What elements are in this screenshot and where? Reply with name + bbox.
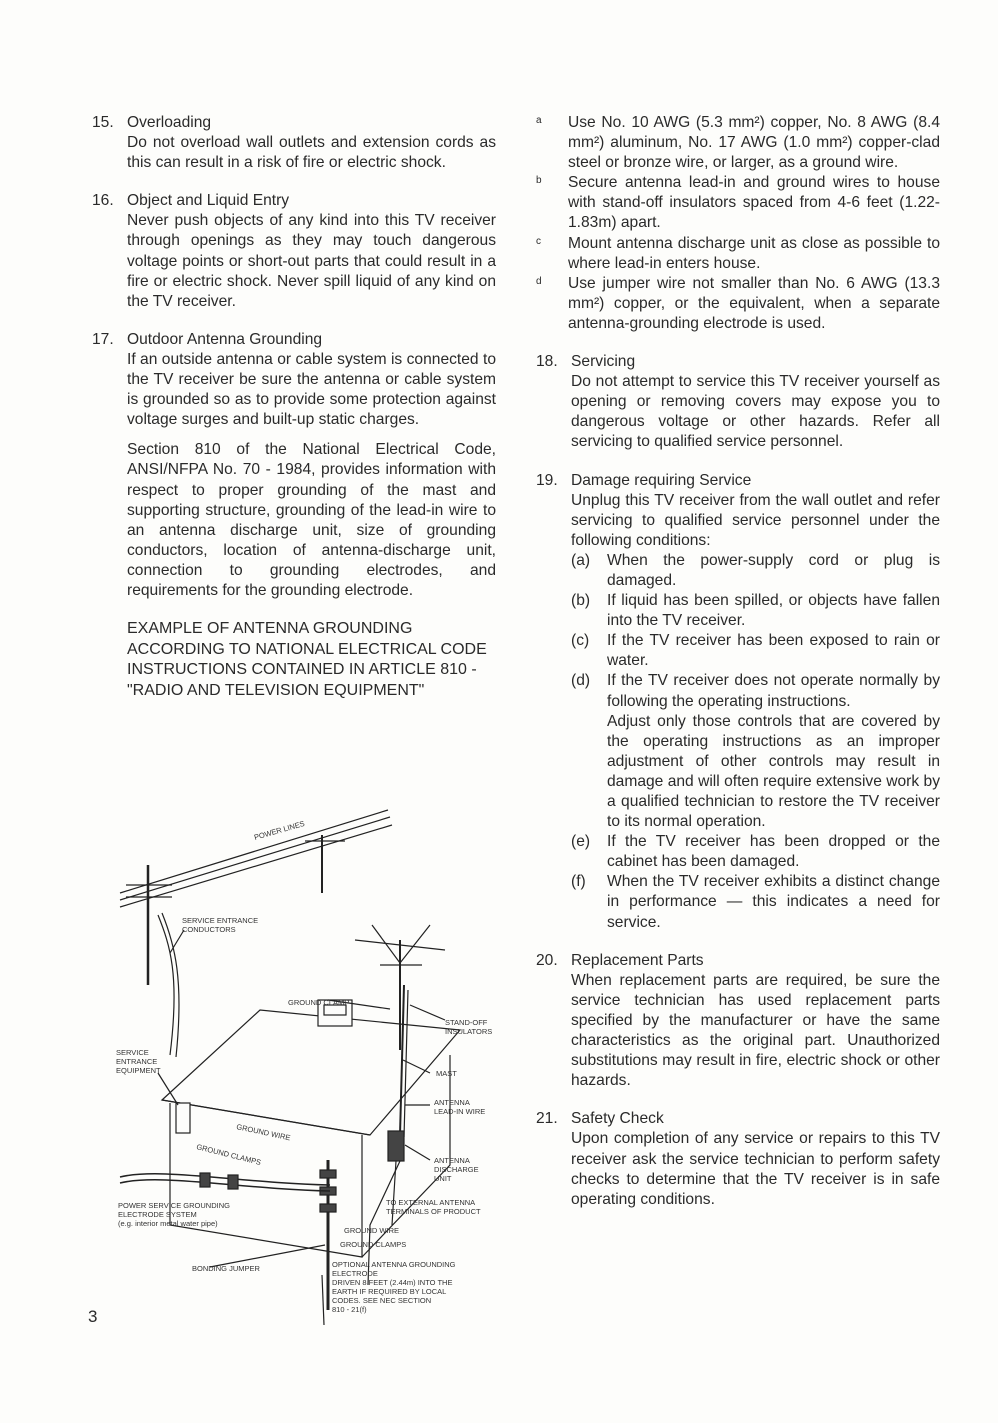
power-line [120,817,390,900]
label-ground-clamps-2: GROUND CLAMPS [340,1240,407,1249]
section-body: Do not attempt to service this TV receiver yourself as opening or removing covers may expose you to dangerous voltage or other hazards. Refer all servicing to qualified service personnel. [571,373,940,451]
section-title: Object and Liquid Entry [127,192,290,210]
label-discharge: DISCHARGE [434,1165,479,1174]
note-mark: c [536,235,541,247]
discharge-unit [388,1131,404,1161]
section-paragraph: If an outside antenna or cable system is connected to the TV receiver be sure the antenna or cable system is grounded so as to provide some protection against voltage surges and built-up static charges. [127,350,496,429]
label-bonding-jumper: BONDING JUMPER [192,1264,260,1273]
label-power-service: POWER SERVICE GROUNDING [118,1201,230,1210]
section-body: Never push objects of any kind into this TV receiver through openings as they may touch dangerous voltage points or short-out parts that could result in a fire or electric shock. Never spill liquid of any kind on the TV receiver. [127,212,496,310]
label-service-entrance: CONDUCTORS [182,925,236,934]
label-ground-clamps: GROUND CLAMPS [195,1142,262,1167]
label-mast: MAST [436,1069,457,1078]
condition-extra: Adjust only those controls that are covered by the operating instructions as an improper adjustment of other controls may result in damage and will often require extensive work by a qualified technician to restore the TV receiver to its normal operation. [607,712,940,831]
label-lead-in: ANTENNA [434,1098,470,1107]
label-discharge: ANTENNA [434,1156,470,1165]
section-number: 17. [92,330,114,348]
condition-a [571,551,940,591]
section-number: 15. [92,114,114,131]
condition-text: If the TV receiver has been dropped or the cabinet has been damaged. [607,833,940,871]
section-intro: Unplug this TV receiver from the wall outlet and refer servicing to qualified service personnel under the following conditions: [571,491,940,549]
label-stand-off: STAND-OFF [445,1018,488,1027]
section-body: Upon completion of any service or repairs to this TV receiver ask the service technician to perform safety checks to determine that the TV receiver is in safe operating conditions. [571,1130,940,1208]
condition-text: If liquid has been spilled, or objects have fallen into the TV receiver. [607,592,940,630]
label-to-external: TO EXTERNAL ANTENNA [386,1198,476,1207]
section-body: Do not overload wall outlets and extension cords as this can result in a risk of fire or electric shock. [127,134,496,172]
condition-d [571,671,940,832]
section-body: When replacement parts are required, be sure the service technician has used replacement parts specified by the manufacturer or have the same characteristics as the original part. Unauthorized substitutions may result in fire, electric shock or other hazards. [571,971,940,1090]
label-optional-electrode: ELECTRODE [332,1269,378,1278]
condition-f [571,872,940,932]
section-title: Servicing [571,353,636,371]
note-c [536,234,940,274]
condition-b [571,591,940,631]
label-ground-wire: GROUND WIRE [235,1122,292,1143]
label-optional-electrode: OPTIONAL ANTENNA GROUNDING [332,1260,456,1269]
condition-mark: (a) [571,551,591,569]
label-optional-electrode: EARTH IF REQUIRED BY LOCAL [332,1287,447,1296]
condition-text: If the TV receiver has been exposed to rain or water. [607,632,940,670]
section-paragraph: Section 810 of the National Electrical Code, ANSI/NFPA No. 70 - 1984, provides information with respect to proper grounding of the mast and supporting structure, grounding of the lead-in wire to an antenna discharge unit, size of grounding conductors, location of antenna-discharge unit, connection to grounding electrodes, and requirements for the grounding electrode. [127,441,496,599]
note-mark: d [536,275,542,287]
note-b [536,173,940,233]
label-optional-electrode: DRIVEN 8 FEET (2.44m) INTO THE [332,1278,453,1287]
label-optional-electrode: 810 - 21(f) [332,1305,367,1314]
section-16 [92,191,496,312]
note-text: Secure antenna lead-in and ground wires to house with stand-off insulators spaced from 4-6 feet (1.22-1.83m) apart. [568,174,940,232]
ground-clamp [228,1175,238,1189]
ground-clamp [320,1204,336,1212]
section-title: Damage requiring Service [571,471,752,489]
note-d [536,274,940,334]
label-ground-wire-2: GROUND WIRE [344,1226,399,1235]
antenna-grounding-diagram [100,805,520,1325]
service-box [176,1103,190,1133]
leader-line [405,1145,430,1160]
ground-wire-notes [536,113,940,334]
condition-text: When the power-supply cord or plug is damaged. [607,551,940,589]
label-to-external: TERMINALS OF PRODUCT [386,1207,481,1216]
label-service-equipment: ENTRANCE [116,1057,158,1066]
condition-e [571,832,940,872]
label-power-lines: POWER LINES [253,818,306,842]
section-number: 21. [536,1110,558,1128]
note-mark: b [536,175,542,187]
figure-caption: EXAMPLE OF ANTENNA GROUNDING ACCORDING TO NATIONAL ELECTRICAL CODE INSTRUCTIONS CONTAINED IN ARTICLE 810 - "RADIO AND TELEVISION EQUIPMENT" [127,620,487,699]
section-number: 16. [92,192,114,210]
label-discharge: UNIT [434,1174,452,1183]
label-service-entrance: SERVICE ENTRANCE [182,916,259,925]
leader-line [322,1275,324,1325]
section-17 [92,330,496,601]
section-title: Overloading [127,114,212,131]
condition-mark: (b) [571,592,591,610]
ground-clamp [320,1170,336,1178]
condition-mark: (d) [571,672,591,690]
section-number: 19. [536,471,558,489]
condition-mark: (c) [571,632,590,650]
section-19 [536,471,940,933]
condition-text: If the TV receiver does not operate normally by following the operating instructions. [607,672,940,710]
section-20 [536,951,940,1092]
label-optional-electrode: CODES. SEE NEC SECTION [332,1296,432,1305]
leader-line [410,1005,445,1020]
section-title: Safety Check [571,1110,664,1128]
section-number: 20. [536,951,558,969]
section-15 [92,113,496,173]
label-service-equipment: SERVICE [116,1048,149,1057]
note-text: Use No. 10 AWG (5.3 mm²) copper, No. 8 AWG (8.4 mm²) aluminum, No. 17 AWG (1.0 mm²) copper-clad steel or bronze wire, or larger, as a ground wire. [568,114,940,172]
left-column [92,113,496,701]
section-21 [536,1109,940,1209]
label-power-service: ELECTRODE SYSTEM [118,1210,197,1219]
right-column [536,113,940,1228]
label-service-equipment: EQUIPMENT [116,1066,161,1075]
page-number: 3 [88,1307,98,1326]
label-ground-clamp: GROUND CLAMP [288,998,350,1007]
roof [162,1010,460,1135]
label-stand-off: INSULATORS [445,1027,493,1036]
note-a [536,113,940,173]
condition-c [571,631,940,671]
service-drop [158,915,174,1055]
ground-clamp [200,1173,210,1187]
note-mark: a [536,115,542,126]
section-title: Outdoor Antenna Grounding [127,330,323,348]
section-18 [536,352,940,452]
label-lead-in: LEAD-IN WIRE [434,1107,486,1116]
water-pipe [120,1180,330,1191]
note-text: Mount antenna discharge unit as close as possible to where lead-in enters house. [568,234,940,272]
power-line [120,810,388,893]
condition-mark: (f) [571,873,586,891]
section-title: Replacement Parts [571,951,704,969]
note-text: Use jumper wire not smaller than No. 6 AWG (13.3 mm²) copper, or the equivalent, when a separate antenna-grounding electrode is used. [568,274,940,332]
condition-mark: (e) [571,833,591,851]
condition-text: When the TV receiver exhibits a distinct change in performance — this indicates a need for service. [607,873,940,931]
label-power-service: (e.g. interior metal water pipe) [118,1219,218,1228]
diagram-svg [100,805,520,1325]
section-number: 18. [536,353,558,371]
